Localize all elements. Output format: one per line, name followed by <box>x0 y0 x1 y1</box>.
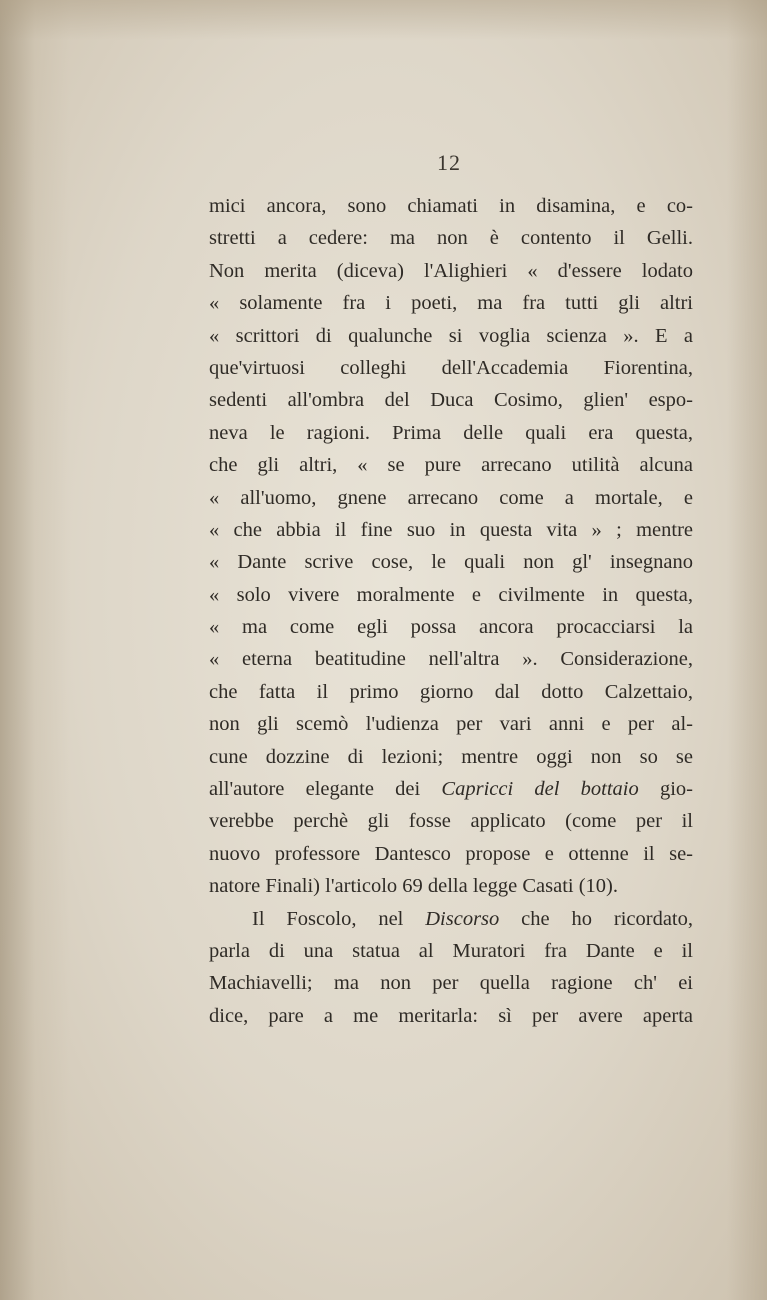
text-line: sedenti all'ombra del Duca Cosimo, glien' espo- <box>209 389 693 412</box>
text-line: « che abbia il fine suo in questa vita » ; mentre <box>209 518 693 541</box>
text-line: « eterna beatitudine nell'altra ». Considerazione, <box>209 648 693 671</box>
text-line: neva le ragioni. Prima delle quali era questa, <box>209 421 693 444</box>
text-segment: all'autore elegante dei <box>209 778 442 801</box>
text-line <box>209 773 693 805</box>
text-line: que'virtuosi colleghi dell'Accademia Fiorentina, <box>209 356 693 379</box>
text-line: dice, pare a me meritarla: sì per avere aperta <box>209 1004 693 1027</box>
text-line: « solo vivere moralmente e civilmente in questa, <box>209 583 693 606</box>
text-line: cune dozzine di lezioni; mentre oggi non so se <box>209 745 693 768</box>
text-line: verebbe perchè gli fosse applicato (come per il <box>209 810 693 833</box>
text-line: « solamente fra i poeti, ma fra tutti gli altri <box>209 292 693 315</box>
italic-title-discorso: Discorso <box>425 907 500 930</box>
text-line: « ma come egli possa ancora procacciarsi la <box>209 616 693 639</box>
text-line: nuovo professore Dantesco propose e ottenne il se- <box>209 842 693 865</box>
text-line: Non merita (diceva) l'Alighieri « d'essere lodato <box>209 259 693 282</box>
text-segment: Il Foscolo, nel <box>252 907 426 930</box>
text-line: « Dante scrive cose, le quali non gl' insegnano <box>209 551 693 574</box>
text-line: che gli altri, « se pure arrecano utilità alcuna <box>209 454 693 477</box>
right-edge-shading <box>727 0 767 1300</box>
page-number: 12 <box>437 150 461 175</box>
text-line: « scrittori di qualunche si voglia scienza ». E a <box>209 324 693 347</box>
text-line <box>209 903 693 935</box>
text-line: natore Finali) l'articolo 69 della legge Casati (10). <box>209 875 619 898</box>
text-segment: che ho ricordato, <box>499 907 693 930</box>
text-line: parla di una statua al Muratori fra Dante e il <box>209 939 693 962</box>
text-line: non gli scemò l'udienza per vari anni e per al- <box>209 713 693 736</box>
text-line: stretti a cedere: ma non è contento il Gelli. <box>209 227 693 250</box>
body-text <box>209 190 693 1032</box>
text-line: Machiavelli; ma non per quella ragione ch' ei <box>209 972 693 995</box>
italic-title-capricci: Capricci del bottaio <box>441 778 639 801</box>
text-line: che fatta il primo giorno dal dotto Calzettaio, <box>209 680 693 703</box>
text-segment: gio- <box>638 778 693 801</box>
text-line: mici ancora, sono chiamati in disamina, e co- <box>209 195 693 217</box>
binding-shadow <box>0 0 70 1300</box>
text-line: « all'uomo, gnene arrecano come a mortale, e <box>209 486 693 509</box>
top-edge-stain <box>0 0 767 40</box>
